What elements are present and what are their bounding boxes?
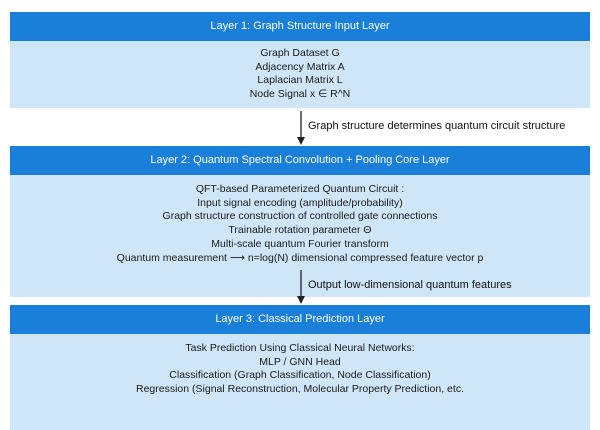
layer-3-content bbox=[10, 334, 590, 430]
layer-1-line: Adjacency Matrix A bbox=[255, 60, 345, 73]
connector-2-label: Output low-dimensional quantum features bbox=[308, 279, 512, 291]
layer-3-line: Regression (Signal Reconstruction, Molecular Property Prediction, etc. bbox=[136, 383, 464, 396]
down-arrow-icon bbox=[296, 111, 308, 145]
layer-3-line: Task Prediction Using Classical Neural Networks: bbox=[185, 342, 415, 354]
layer-2-line: Graph structure construction of controlled gate connections bbox=[162, 210, 438, 223]
layer-2-line: QFT-based Parameterized Quantum Circuit : bbox=[195, 183, 405, 195]
connector-1 bbox=[296, 111, 600, 141]
layer-1-content bbox=[10, 41, 590, 108]
connector-2 bbox=[296, 270, 600, 300]
layer-1-line: Laplacian Matrix L bbox=[257, 74, 343, 87]
layer-1-line: Graph Dataset G bbox=[260, 47, 340, 59]
layer-2-line: Trainable rotation parameter Θ bbox=[228, 224, 372, 237]
connector-1-label: Graph structure determines quantum circuit structure bbox=[308, 120, 566, 132]
layer-3-line: MLP / GNN Head bbox=[259, 355, 341, 368]
layer-1-title: Layer 1: Graph Structure Input Layer bbox=[10, 12, 590, 41]
layer-2-line: Multi-scale quantum Fourier transform bbox=[211, 237, 389, 250]
layer-2-line: Input signal encoding (amplitude/probability) bbox=[197, 196, 403, 209]
layer-3-box bbox=[10, 305, 590, 430]
layer-2-line: Quantum measurement ⟶ n=log(N) dimensional compressed feature vector p bbox=[116, 251, 484, 264]
layer-3-line: Classification (Graph Classification, Node Classification) bbox=[169, 369, 431, 382]
layer-3-title: Layer 3: Classical Prediction Layer bbox=[10, 305, 590, 334]
down-arrow-icon bbox=[296, 270, 308, 304]
layer-2-title: Layer 2: Quantum Spectral Convolution + Pooling Core Layer bbox=[10, 146, 590, 175]
layer-1-box bbox=[10, 12, 590, 108]
layer-1-line: Node Signal x ∈ R^N bbox=[249, 88, 351, 101]
